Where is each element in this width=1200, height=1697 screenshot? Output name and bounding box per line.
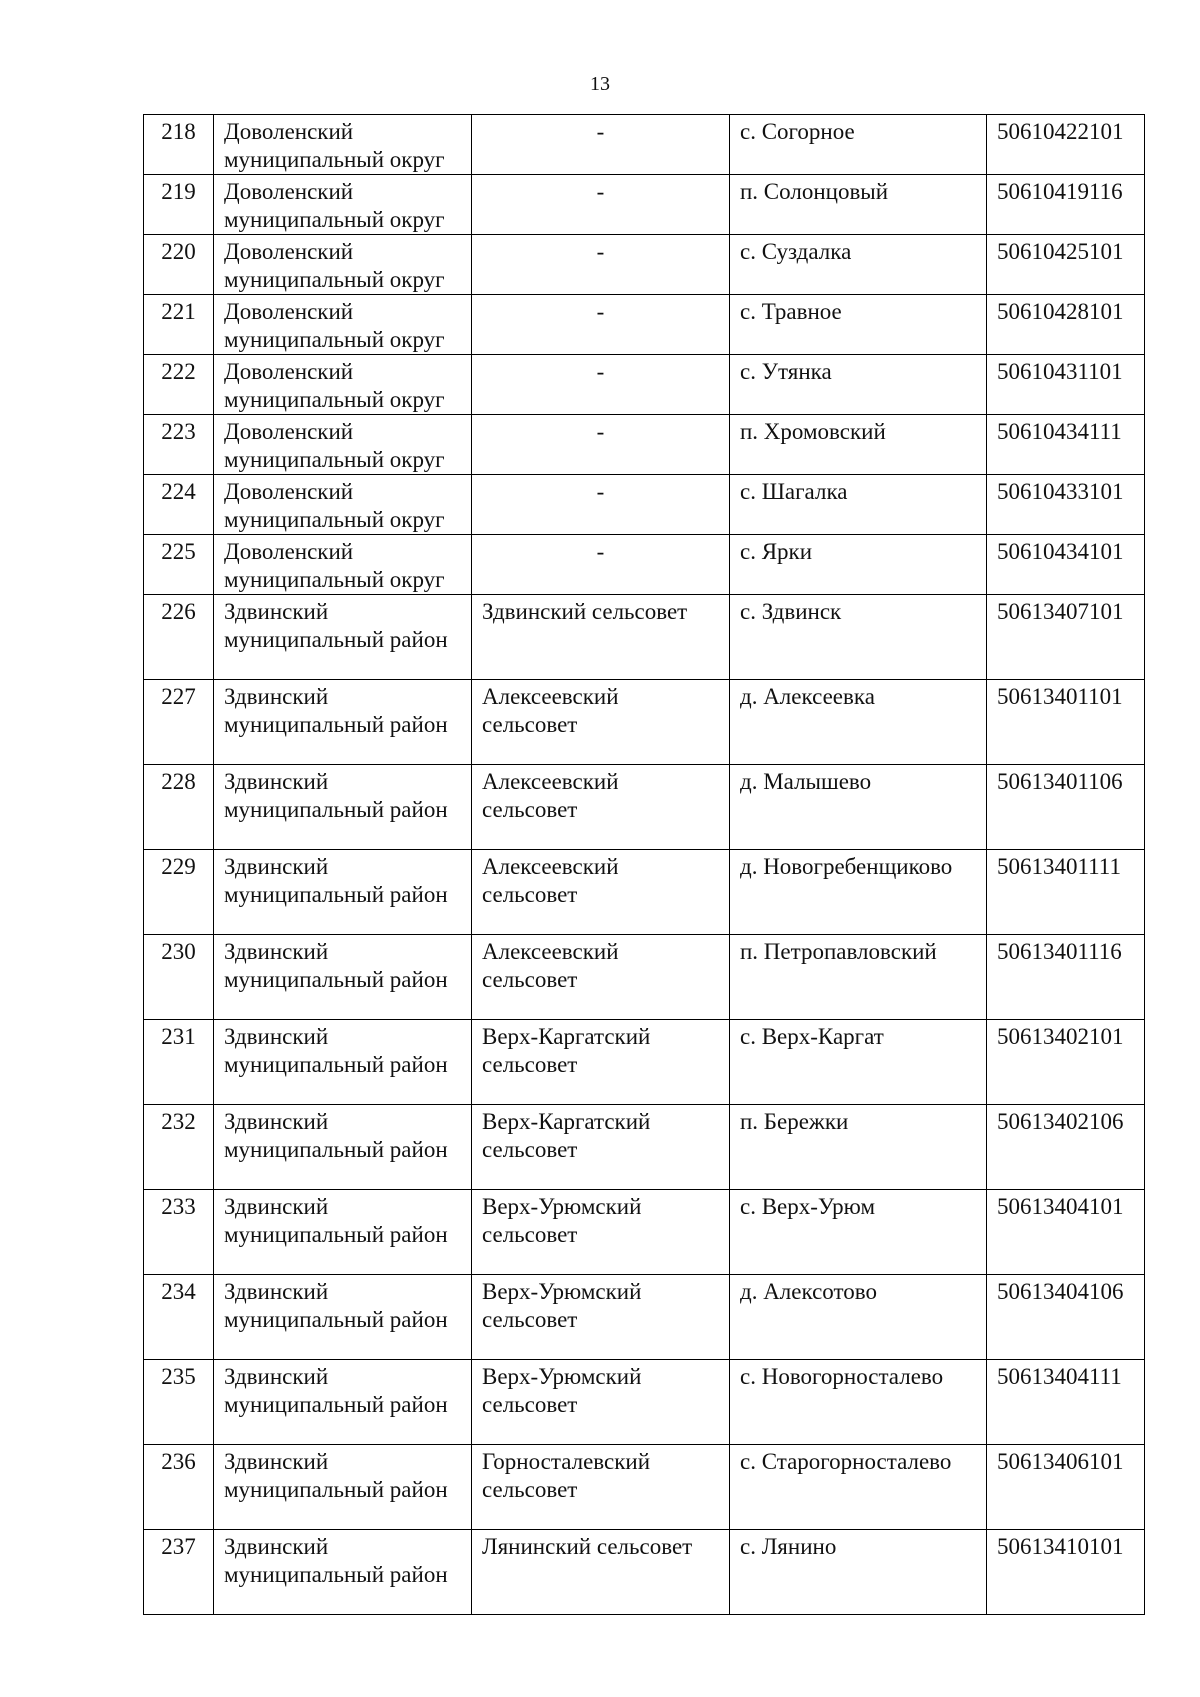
row-number: 219	[144, 175, 214, 235]
council-cell: -	[472, 115, 730, 175]
table-row	[144, 295, 1145, 355]
code-cell: 50613407101	[987, 595, 1145, 680]
code-cell: 50613406101	[987, 1445, 1145, 1530]
row-number: 218	[144, 115, 214, 175]
row-number: 235	[144, 1360, 214, 1445]
settlement-cell: с. Старогорносталево	[730, 1445, 987, 1530]
table-row	[144, 935, 1145, 1020]
settlement-cell: с. Ярки	[730, 535, 987, 595]
page-number: 13	[590, 73, 610, 95]
district-cell: Доволенский муниципальный округ	[214, 175, 472, 235]
code-cell: 50610434101	[987, 535, 1145, 595]
table-row	[144, 1105, 1145, 1190]
council-cell: Алексеевский сельсовет	[472, 850, 730, 935]
row-number: 234	[144, 1275, 214, 1360]
code-cell: 50613401106	[987, 765, 1145, 850]
code-cell: 50610422101	[987, 115, 1145, 175]
table-row	[144, 355, 1145, 415]
table-row	[144, 1360, 1145, 1445]
table-row	[144, 475, 1145, 535]
settlement-cell: с. Согорное	[730, 115, 987, 175]
district-cell: Здвинский муниципальный район	[214, 765, 472, 850]
district-cell: Здвинский муниципальный район	[214, 1360, 472, 1445]
settlement-cell: п. Петропавловский	[730, 935, 987, 1020]
table-row	[144, 1530, 1145, 1615]
row-number: 237	[144, 1530, 214, 1615]
district-cell: Доволенский муниципальный округ	[214, 475, 472, 535]
settlement-cell: с. Шагалка	[730, 475, 987, 535]
code-cell: 50610434111	[987, 415, 1145, 475]
row-number: 222	[144, 355, 214, 415]
council-cell: Лянинский сельсовет	[472, 1530, 730, 1615]
settlement-cell: д. Алексотово	[730, 1275, 987, 1360]
code-cell: 50613404106	[987, 1275, 1145, 1360]
code-cell: 50613402106	[987, 1105, 1145, 1190]
code-cell: 50610425101	[987, 235, 1145, 295]
district-cell: Здвинский муниципальный район	[214, 935, 472, 1020]
code-cell: 50610433101	[987, 475, 1145, 535]
council-cell: -	[472, 535, 730, 595]
row-number: 221	[144, 295, 214, 355]
code-cell: 50610431101	[987, 355, 1145, 415]
council-cell: -	[472, 175, 730, 235]
code-cell: 50613410101	[987, 1530, 1145, 1615]
district-cell: Доволенский муниципальный округ	[214, 115, 472, 175]
district-cell: Доволенский муниципальный округ	[214, 295, 472, 355]
settlement-cell: с. Лянино	[730, 1530, 987, 1615]
district-cell: Доволенский муниципальный округ	[214, 415, 472, 475]
table-row	[144, 680, 1145, 765]
council-cell: -	[472, 415, 730, 475]
row-number: 232	[144, 1105, 214, 1190]
code-cell: 50613404101	[987, 1190, 1145, 1275]
settlement-cell: с. Верх-Урюм	[730, 1190, 987, 1275]
table-row	[144, 235, 1145, 295]
table-row	[144, 415, 1145, 475]
council-cell: Верх-Каргатский сельсовет	[472, 1105, 730, 1190]
council-cell: Верх-Каргатский сельсовет	[472, 1020, 730, 1105]
table-row	[144, 175, 1145, 235]
row-number: 230	[144, 935, 214, 1020]
settlement-cell: п. Хромовский	[730, 415, 987, 475]
settlement-cell: с. Суздалка	[730, 235, 987, 295]
code-cell: 50613401116	[987, 935, 1145, 1020]
settlement-cell: с. Утянка	[730, 355, 987, 415]
table-row	[144, 765, 1145, 850]
row-number: 228	[144, 765, 214, 850]
council-cell: Алексеевский сельсовет	[472, 935, 730, 1020]
district-cell: Здвинский муниципальный район	[214, 1445, 472, 1530]
code-cell: 50613404111	[987, 1360, 1145, 1445]
district-cell: Здвинский муниципальный район	[214, 1020, 472, 1105]
row-number: 223	[144, 415, 214, 475]
district-cell: Здвинский муниципальный район	[214, 1275, 472, 1360]
row-number: 227	[144, 680, 214, 765]
settlement-cell: д. Алексеевка	[730, 680, 987, 765]
table-row	[144, 535, 1145, 595]
table-row	[144, 1190, 1145, 1275]
council-cell: Верх-Урюмский сельсовет	[472, 1360, 730, 1445]
settlements-table	[143, 114, 1145, 1615]
table-row	[144, 115, 1145, 175]
row-number: 231	[144, 1020, 214, 1105]
district-cell: Доволенский муниципальный округ	[214, 535, 472, 595]
district-cell: Здвинский муниципальный район	[214, 595, 472, 680]
code-cell: 50610419116	[987, 175, 1145, 235]
settlement-cell: п. Солонцовый	[730, 175, 987, 235]
district-cell: Здвинский муниципальный район	[214, 680, 472, 765]
row-number: 225	[144, 535, 214, 595]
settlement-cell: с. Верх-Каргат	[730, 1020, 987, 1105]
row-number: 233	[144, 1190, 214, 1275]
council-cell: Горносталевский сельсовет	[472, 1445, 730, 1530]
settlement-cell: д. Новогребенщиково	[730, 850, 987, 935]
code-cell: 50613402101	[987, 1020, 1145, 1105]
district-cell: Здвинский муниципальный район	[214, 850, 472, 935]
code-cell: 50613401111	[987, 850, 1145, 935]
district-cell: Здвинский муниципальный район	[214, 1190, 472, 1275]
row-number: 224	[144, 475, 214, 535]
table-row	[144, 1275, 1145, 1360]
council-cell: Алексеевский сельсовет	[472, 765, 730, 850]
row-number: 226	[144, 595, 214, 680]
row-number: 220	[144, 235, 214, 295]
settlement-cell: п. Бережки	[730, 1105, 987, 1190]
code-cell: 50613401101	[987, 680, 1145, 765]
district-cell: Здвинский муниципальный район	[214, 1530, 472, 1615]
district-cell: Доволенский муниципальный округ	[214, 235, 472, 295]
settlement-cell: с. Здвинск	[730, 595, 987, 680]
table-row	[144, 595, 1145, 680]
district-cell: Доволенский муниципальный округ	[214, 355, 472, 415]
district-cell: Здвинский муниципальный район	[214, 1105, 472, 1190]
council-cell: Верх-Урюмский сельсовет	[472, 1190, 730, 1275]
council-cell: -	[472, 235, 730, 295]
council-cell: Здвинский сельсовет	[472, 595, 730, 680]
council-cell: Верх-Урюмский сельсовет	[472, 1275, 730, 1360]
settlement-cell: с. Новогорносталево	[730, 1360, 987, 1445]
council-cell: -	[472, 355, 730, 415]
table-row	[144, 850, 1145, 935]
settlement-cell: с. Травное	[730, 295, 987, 355]
row-number: 229	[144, 850, 214, 935]
settlement-cell: д. Малышево	[730, 765, 987, 850]
row-number: 236	[144, 1445, 214, 1530]
council-cell: -	[472, 475, 730, 535]
table-row	[144, 1020, 1145, 1105]
council-cell: Алексеевский сельсовет	[472, 680, 730, 765]
council-cell: -	[472, 295, 730, 355]
code-cell: 50610428101	[987, 295, 1145, 355]
table-row	[144, 1445, 1145, 1530]
